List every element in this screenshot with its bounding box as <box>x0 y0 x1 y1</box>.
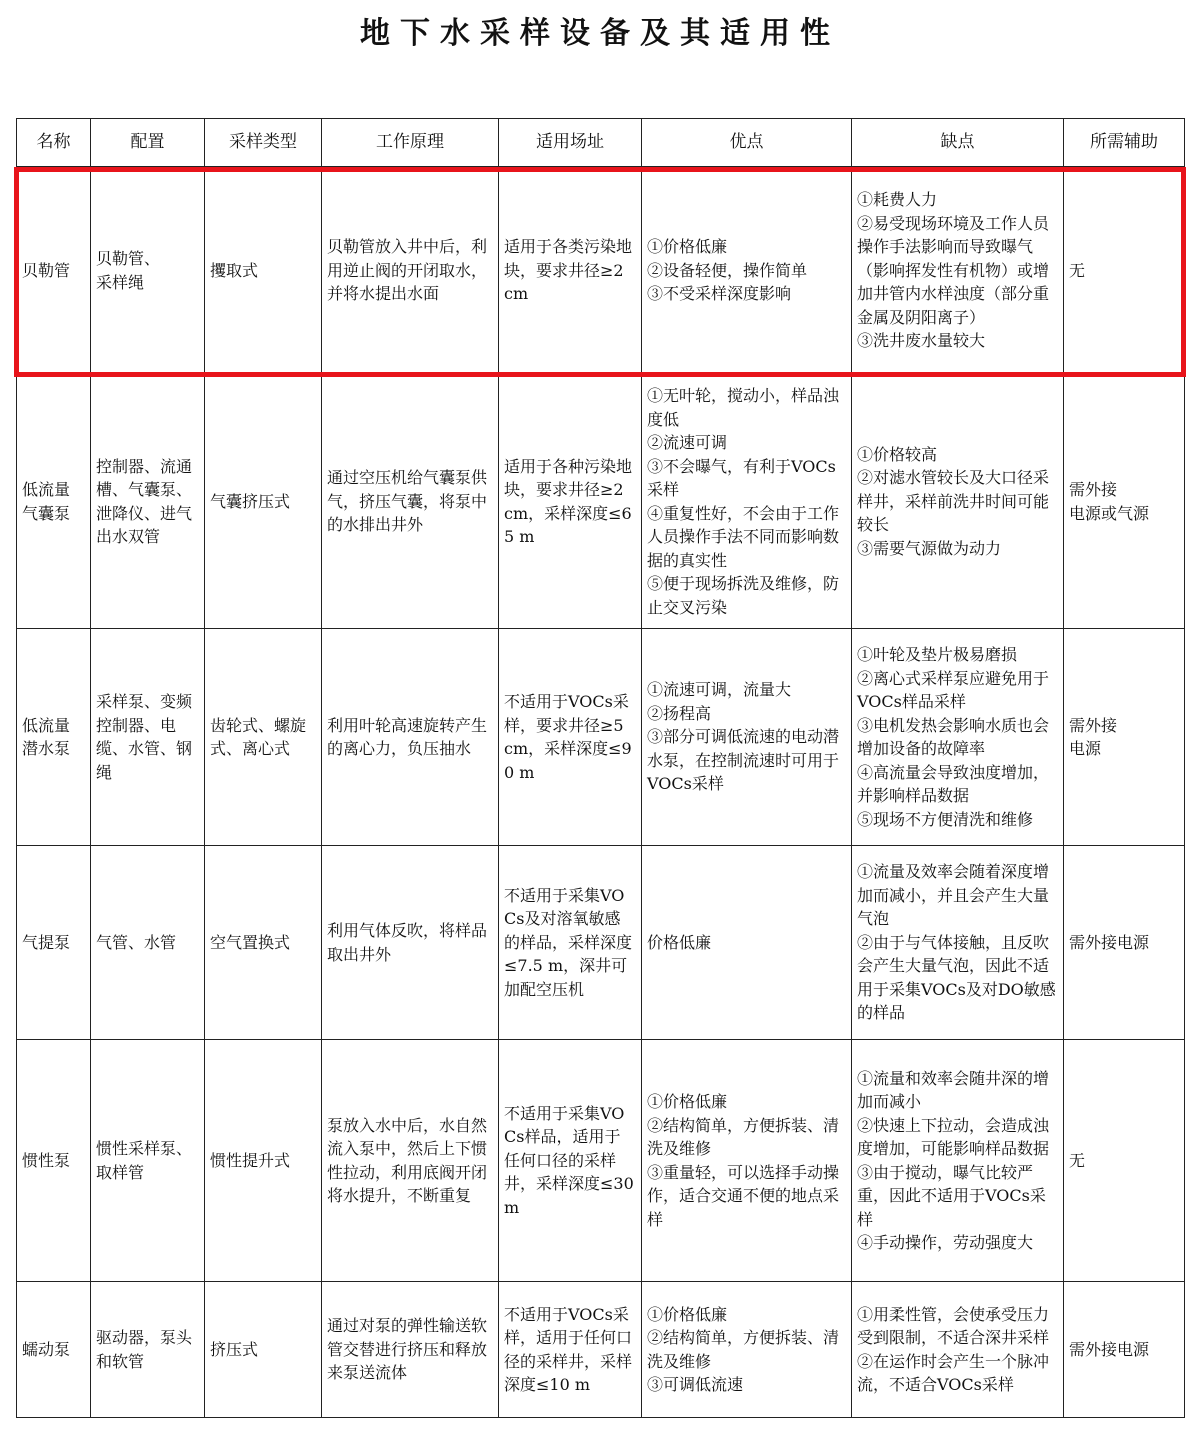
cell-cons: ①流量和效率会随井深的增加而减小 ②快速上下拉动，会造成浊度增加，可能影响样品数据 ③由于搅动，曝气比较严重，因此不适用于VOCs采样 ④手动操作，劳动强度大 <box>852 1040 1064 1282</box>
header-principle: 工作原理 <box>322 119 499 167</box>
cell-pros: ①价格低廉 ②设备轻便，操作简单 ③不受采样深度影响 <box>642 167 852 375</box>
cell-site: 不适用于采集VOCs样品，适用于任何口径的采样井，采样深度≤30 m <box>499 1040 642 1282</box>
sampling-equipment-table <box>16 118 1185 1418</box>
cell-pros: ①流速可调，流量大 ②扬程高 ③部分可调低流速的电动潜水泵，在控制流速时可用于VOCs采样 <box>642 629 852 846</box>
cell-cons: ①用柔性管，会使承受压力受到限制，不适合深井采样 ②在运作时会产生一个脉冲流，不适合VOCs采样 <box>852 1282 1064 1418</box>
cell-name: 贝勒管 <box>17 167 91 375</box>
table-row <box>17 375 1185 629</box>
cell-aux: 需外接 电源 <box>1064 629 1185 846</box>
cell-site: 不适用于VOCs采样，要求井径≥5 cm，采样深度≤90 m <box>499 629 642 846</box>
table-row <box>17 1040 1185 1282</box>
table-row <box>17 1282 1185 1418</box>
cell-principle: 泵放入水中后，水自然流入泵中，然后上下惯性拉动，利用底阀开闭将水提升，不断重复 <box>322 1040 499 1282</box>
cell-cons: ①价格较高 ②对滤水管较长及大口径采样井，采样前洗井时间可能较长 ③需要气源做为动力 <box>852 375 1064 629</box>
cell-type: 惯性提升式 <box>205 1040 322 1282</box>
cell-pros: ①价格低廉 ②结构简单，方便拆装、清洗及维修 ③重量轻，可以选择手动操作，适合交通不便的地点采样 <box>642 1040 852 1282</box>
header-site: 适用场址 <box>499 119 642 167</box>
cell-cons: ①叶轮及垫片极易磨损 ②离心式采样泵应避免用于VOCs样品采样 ③电机发热会影响水质也会增加设备的故障率 ④高流量会导致浊度增加，并影响样品数据 ⑤现场不方便清洗和维修 <box>852 629 1064 846</box>
cell-site: 适用于各种污染地块，要求井径≥2 cm，采样深度≤65 m <box>499 375 642 629</box>
cell-name: 气提泵 <box>17 846 91 1040</box>
table-row <box>17 629 1185 846</box>
cell-aux: 需外接电源 <box>1064 1282 1185 1418</box>
header-cons: 缺点 <box>852 119 1064 167</box>
table-row <box>17 167 1185 375</box>
cell-cons: ①流量及效率会随着深度增加而减小，并且会产生大量气泡 ②由于与气体接触，且反吹会产生大量气泡，因此不适用于采集VOCs及对DO敏感的样品 <box>852 846 1064 1040</box>
cell-principle: 贝勒管放入井中后，利用逆止阀的开闭取水，并将水提出水面 <box>322 167 499 375</box>
header-aux: 所需辅助 <box>1064 119 1185 167</box>
cell-config: 贝勒管、 采样绳 <box>91 167 205 375</box>
page-title: 地下水采样设备及其适用性 <box>360 16 840 51</box>
cell-principle: 利用叶轮高速旋转产生的离心力，负压抽水 <box>322 629 499 846</box>
cell-type: 挤压式 <box>205 1282 322 1418</box>
cell-config: 惯性采样泵、取样管 <box>91 1040 205 1282</box>
cell-principle: 通过空压机给气囊泵供气，挤压气囊，将泵中的水排出井外 <box>322 375 499 629</box>
cell-aux: 需外接 电源或气源 <box>1064 375 1185 629</box>
header-config: 配置 <box>91 119 205 167</box>
cell-name: 低流量 潜水泵 <box>17 629 91 846</box>
cell-aux: 需外接电源 <box>1064 846 1185 1040</box>
cell-name: 惯性泵 <box>17 1040 91 1282</box>
cell-config: 驱动器，泵头 和软管 <box>91 1282 205 1418</box>
cell-principle: 通过对泵的弹性输送软管交替进行挤压和释放来泵送流体 <box>322 1282 499 1418</box>
cell-pros: ①无叶轮，搅动小，样品浊度低 ②流速可调 ③不会曝气，有利于VOCs采样 ④重复性好，不会由于工作人员操作手法不同而影响数据的真实性 ⑤便于现场拆洗及维修，防止交叉污染 <box>642 375 852 629</box>
cell-name: 低流量 气囊泵 <box>17 375 91 629</box>
cell-type: 齿轮式、螺旋式、离心式 <box>205 629 322 846</box>
cell-config: 气管、水管 <box>91 846 205 1040</box>
table-row <box>17 846 1185 1040</box>
header-pros: 优点 <box>642 119 852 167</box>
cell-pros: 价格低廉 <box>642 846 852 1040</box>
cell-type: 气囊挤压式 <box>205 375 322 629</box>
cell-site: 不适用于采集VOCs及对溶氧敏感的样品，采样深度≤7.5 m，深井可加配空压机 <box>499 846 642 1040</box>
cell-config: 控制器、流通槽、气囊泵、泄降仪、进气出水双管 <box>91 375 205 629</box>
cell-type: 攫取式 <box>205 167 322 375</box>
cell-principle: 利用气体反吹，将样品取出井外 <box>322 846 499 1040</box>
cell-aux: 无 <box>1064 167 1185 375</box>
cell-name: 蠕动泵 <box>17 1282 91 1418</box>
cell-config: 采样泵、变频控制器、电缆、水管、钢绳 <box>91 629 205 846</box>
table-header-row <box>17 119 1185 167</box>
cell-aux: 无 <box>1064 1040 1185 1282</box>
header-type: 采样类型 <box>205 119 322 167</box>
cell-type: 空气置换式 <box>205 846 322 1040</box>
cell-site: 适用于各类污染地块，要求井径≥2 cm <box>499 167 642 375</box>
header-name: 名称 <box>17 119 91 167</box>
cell-pros: ①价格低廉 ②结构简单，方便拆装、清洗及维修 ③可调低流速 <box>642 1282 852 1418</box>
cell-cons: ①耗费人力 ②易受现场环境及工作人员操作手法影响而导致曝气（影响挥发性有机物）或增加井管内水样浊度（部分重金属及阴阳离子） ③洗井废水量较大 <box>852 167 1064 375</box>
cell-site: 不适用于VOCs采样，适用于任何口径的采样井，采样深度≤10 m <box>499 1282 642 1418</box>
